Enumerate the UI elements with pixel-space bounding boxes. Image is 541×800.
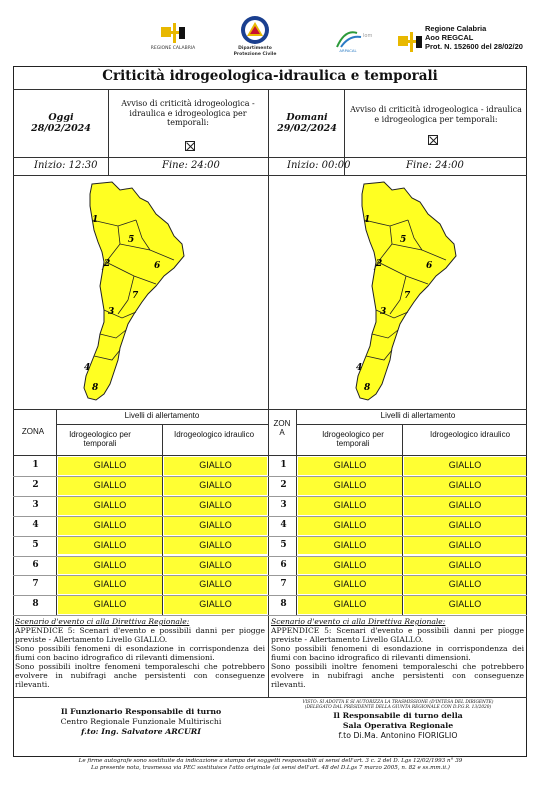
protezione-civile-logo [240, 15, 270, 45]
tomorrow-day-block: Domani 29/02/2024 [277, 112, 337, 134]
alert-cell-hydro [164, 497, 267, 515]
zone-number: 5 [280, 539, 287, 550]
alert-cell-hydro [404, 557, 526, 575]
page-title: Criticità idrogeologica-idraulica e temporali [102, 68, 438, 84]
zone-number: 4 [32, 519, 39, 530]
alert-level-text: GIALLO [448, 479, 482, 490]
zone-number: 7 [32, 579, 39, 590]
alert-level-text: GIALLO [448, 539, 482, 550]
alert-level-text: GIALLO [333, 519, 367, 530]
alert-level-text: GIALLO [333, 579, 367, 590]
alert-level-text: GIALLO [333, 539, 367, 550]
col1-header-left: Idrogeologico per temporali [69, 430, 131, 448]
regione-cross-icon [398, 32, 422, 52]
map-zone-label: 7 [132, 291, 139, 301]
alert-cell-storm [298, 537, 402, 555]
alert-cell-hydro [164, 557, 267, 575]
alert-cell-hydro [404, 576, 526, 594]
alert-cell-storm [58, 596, 162, 614]
alert-cell-hydro [404, 457, 526, 475]
tomorrow-end-time: Fine: 24:00 [406, 160, 464, 171]
zone-number: 6 [32, 559, 39, 570]
footer-right-signature: VISTO: SI ADOTTA E SI AUTORIZZA LA TRASMISSIONE (D'INTESA DEL DIRIGENTE) (DELEGATO DAL PRESIDENTE DELLA GIUNTA REGIONALE CON D.P.G.R. 13/2020) Il Responsabile di turno della Sala Operativa Regionale f.to Di.Ma. Antonino FIORIGLIO [302, 700, 494, 740]
today-start-time: Inizio: 12:30 [34, 160, 98, 171]
scenario-right: Scenario d'evento ci alla Direttiva Regionale: APPENDICE 5: Scenari d'evento e possibili danni per piogge previste - Allertamento Livello GIALLO. Sono possibili fenomeni di esondazione in corrispondenza dei fiumi con bacino idrografico di rilevanti dimensioni. Sono possibili inoltre fenomeni temporaleschi che potrebbero evolvere in nubifragi anche persistenti con conseguenze rilevanti. [271, 617, 524, 689]
map-zone-label: 1 [364, 215, 371, 225]
zone-number: 2 [280, 479, 287, 490]
alert-cell-storm [58, 537, 162, 555]
zone-header-left: ZONA [21, 427, 45, 436]
alert-cell-hydro [164, 537, 267, 555]
alert-level-text: GIALLO [199, 559, 232, 570]
map-zone-label: 4 [84, 363, 91, 373]
col1-header-right: Idrogeologico per temporali [322, 430, 384, 448]
alert-cell-storm [298, 517, 402, 535]
alert-level-text: GIALLO [199, 479, 232, 490]
map-zone-label: 5 [128, 235, 135, 245]
zone-number: 8 [280, 599, 287, 610]
map-zone-label: 7 [404, 291, 411, 301]
alert-cell-storm [298, 457, 402, 475]
map-zone-label: 5 [400, 235, 407, 245]
alert-cell-storm [298, 596, 402, 614]
map-zone-label: 2 [376, 259, 383, 269]
alert-level-text: GIALLO [93, 599, 127, 610]
alert-cell-storm [58, 557, 162, 575]
alert-level-text: GIALLO [93, 519, 127, 530]
tomorrow-notice-checkbox [428, 135, 438, 145]
alert-level-text: GIALLO [333, 479, 367, 490]
map-zone-label: 6 [426, 261, 433, 271]
alert-level-text: GIALLO [93, 579, 127, 590]
arpacal-logo [335, 27, 383, 49]
protocol-block: Regione Calabria Aoo REGCAL Prot. N. 152600 del 28/02/20 [425, 24, 523, 51]
alert-level-text: GIALLO [448, 499, 482, 510]
alert-level-text: GIALLO [333, 599, 367, 610]
alert-cell-storm [58, 497, 162, 515]
logo1-caption: REGIONE CALABRIA [150, 46, 196, 51]
map-zone-label: 2 [104, 259, 111, 269]
alert-cell-hydro [164, 477, 267, 495]
legal-note: Le firme autografe sono sostituite da indicazione a stampa dei soggetti responsabili ai sensi dell'art. 3 c. 2 del D. Lgs 12/02/1993 n° 39 La presente nota, trasmessa via PEC sostituisce l'atto originale (ai sensi dell'art. 48 del D.Lgs 7 marzo 2005, n. 82 e ss.mm.ii.) [78, 758, 463, 771]
alert-cell-hydro [164, 517, 267, 535]
alert-cell-hydro [404, 596, 526, 614]
tomorrow-notice: Avviso di criticità idrogeologica - idraulica e idrogeologica per temporali: [350, 105, 522, 124]
map-zone-label: 1 [92, 215, 99, 225]
alert-cell-storm [298, 477, 402, 495]
map-zone-label: 8 [92, 383, 99, 393]
today-notice: Avviso di criticità idrogeologica - idraulica e idrogeologica per temporali: [121, 99, 255, 127]
svg-text:lom: lom [363, 33, 373, 39]
alert-cell-hydro [164, 576, 267, 594]
alert-level-text: GIALLO [93, 460, 127, 470]
zone-number: 5 [32, 539, 39, 550]
alert-level-text: GIALLO [93, 499, 127, 510]
scenario-left: Scenario d'evento ci alla Direttiva Regionale: APPENDICE 5: Scenari d'evento e possibili danni per piogge previste - Allertamento Livello GIALLO. Sono possibili fenomeni di esondazione in corrispondenza dei fiumi con bacino idrografico di rilevanti dimensioni. Sono possibili inoltre fenomeni temporaleschi che potrebbero evolvere in nubifragi anche persistenti con conseguenze rilevanti. [15, 617, 265, 689]
alert-cell-hydro [404, 497, 526, 515]
today-notice-checkbox [185, 141, 195, 151]
alert-cell-hydro [404, 477, 526, 495]
zone-number: 6 [280, 559, 287, 570]
alert-cell-storm [58, 477, 162, 495]
map-zone-label: 6 [154, 261, 161, 271]
map-zone-label: 3 [108, 307, 115, 317]
alert-level-text: GIALLO [333, 499, 367, 510]
map-zone-label: 8 [364, 383, 371, 393]
alert-level-text: GIALLO [448, 559, 482, 570]
zone-number: 1 [280, 460, 287, 470]
alert-level-text: GIALLO [448, 579, 482, 590]
alert-cell-storm [298, 557, 402, 575]
tomorrow-start-time: Inizio: 00:00 [287, 160, 351, 171]
alert-level-text: GIALLO [199, 599, 232, 610]
zone-number: 7 [280, 579, 287, 590]
map-zone-label: 3 [380, 307, 387, 317]
alert-level-text: GIALLO [93, 559, 127, 570]
map-zone-label: 4 [356, 363, 363, 373]
alert-level-text: GIALLO [93, 479, 127, 490]
alert-level-text: GIALLO [199, 519, 232, 530]
zone-number: 1 [32, 460, 39, 470]
today-calabria-map [78, 180, 188, 405]
today-end-time: Fine: 24:00 [162, 160, 220, 171]
alert-level-text: GIALLO [199, 539, 232, 550]
zone-number: 8 [32, 599, 39, 610]
logo3-caption: ARPACAL [339, 48, 357, 53]
alert-cell-storm [58, 576, 162, 594]
footer-left-signature: Il Funzionario Responsabile di turno Centro Regionale Funzionale Multirischi f.to: Ing. Salvatore ARCURI [60, 707, 222, 736]
regione-calabria-logo [161, 23, 185, 43]
levels-header-left: Livelli di allertamento [124, 411, 200, 420]
alert-cell-storm [58, 517, 162, 535]
alert-level-text: GIALLO [93, 539, 127, 550]
zone-number: 3 [280, 499, 287, 510]
alert-level-text: GIALLO [448, 519, 482, 530]
alert-level-text: GIALLO [448, 460, 482, 470]
tomorrow-calabria-map [350, 180, 460, 405]
logo2-caption: Dipartimento Protezione Civile [233, 46, 277, 57]
alert-cell-storm [58, 457, 162, 475]
alert-cell-hydro [164, 596, 267, 614]
zone-number: 3 [32, 499, 39, 510]
alert-cell-hydro [404, 517, 526, 535]
alert-cell-storm [298, 576, 402, 594]
col2-header-right: Idrogeologico idraulico [429, 430, 511, 439]
alert-level-text: GIALLO [199, 579, 232, 590]
alert-cell-hydro [404, 537, 526, 555]
zone-number: 4 [280, 519, 287, 530]
alert-level-text: GIALLO [333, 559, 367, 570]
col2-header-left: Idrogeologico idraulico [173, 430, 255, 439]
alert-level-text: GIALLO [333, 460, 367, 470]
levels-header-right: Livelli di allertamento [380, 411, 456, 420]
alert-level-text: GIALLO [199, 499, 232, 510]
zone-number: 2 [32, 479, 39, 490]
alert-cell-storm [298, 497, 402, 515]
alert-level-text: GIALLO [199, 460, 232, 470]
today-day-block: Oggi 28/02/2024 [31, 112, 91, 134]
zone-header-right: ZON A [273, 419, 291, 437]
alert-level-text: GIALLO [448, 599, 482, 610]
alert-cell-hydro [164, 457, 267, 475]
